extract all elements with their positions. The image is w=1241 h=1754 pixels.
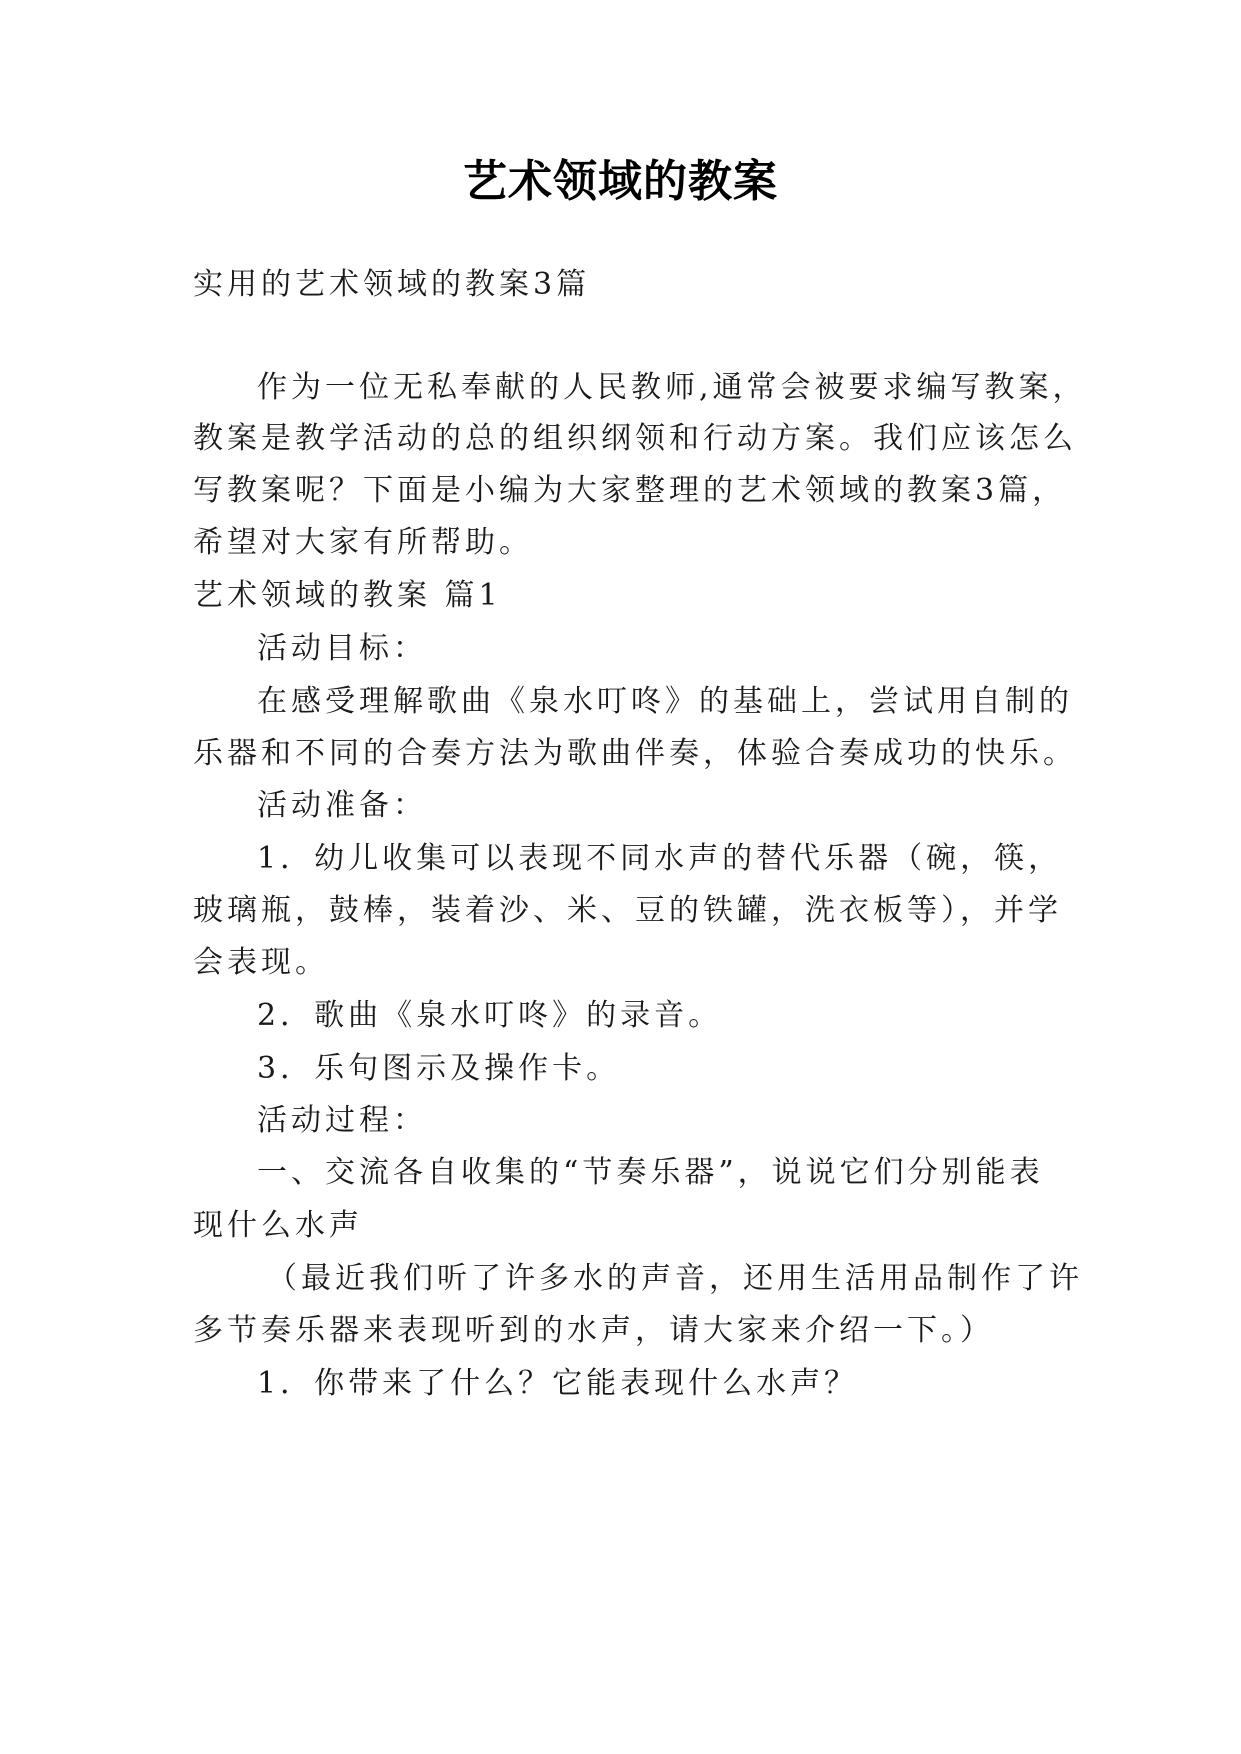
process-text-line: 1．你带来了什么？它能表现什么水声？ (257, 1366, 859, 1401)
prep-item-line: 1．幼儿收集可以表现不同水声的替代乐器（碗，筷， (257, 841, 1063, 876)
goal-text-line: 在感受理解歌曲《泉水叮咚》的基础上，尝试用自制的 (257, 684, 1073, 719)
intro-line: 希望对大家有所帮助。 (193, 525, 533, 560)
process-label: 活动过程： (257, 1103, 427, 1138)
goal-label: 活动目标： (257, 631, 427, 666)
intro-line: 教案是教学活动的总的组织纲领和行动方案。我们应该怎么 (193, 421, 1077, 456)
prep-item-line: 玻璃瓶，鼓棒，装着沙、米、豆的铁罐，洗衣板等），并学 (193, 893, 1062, 928)
prep-item-line: 3．乐句图示及操作卡。 (257, 1051, 621, 1086)
goal-text-line: 乐器和不同的合奏方法为歌曲伴奏，体验合奏成功的快乐。 (193, 736, 1077, 771)
prep-item-line: 2．歌曲《泉水叮咚》的录音。 (257, 998, 723, 1033)
process-text-line: （最近我们听了许多水的声音，还用生活用品制作了许 (267, 1261, 1083, 1296)
document-title: 艺术领域的教案 (463, 156, 778, 207)
prep-item-line: 会表现。 (193, 945, 329, 980)
intro-line: 作为一位无私奉献的人民教师,通常会被要求编写教案， (257, 370, 1087, 405)
process-text-line: 一、交流各自收集的“节奏乐器”，说说它们分别能表 (257, 1155, 1044, 1190)
document-subtitle: 实用的艺术领域的教案3篇 (193, 267, 591, 302)
process-text-line: 多节奏乐器来表现听到的水声，请大家来介绍一下。） (193, 1313, 994, 1348)
section-heading: 艺术领域的教案 篇1 (193, 578, 502, 613)
process-text-line: 现什么水声 (193, 1208, 363, 1243)
intro-line: 写教案呢？下面是小编为大家整理的艺术领域的教案3篇， (193, 473, 1067, 508)
prep-label: 活动准备： (257, 788, 427, 823)
